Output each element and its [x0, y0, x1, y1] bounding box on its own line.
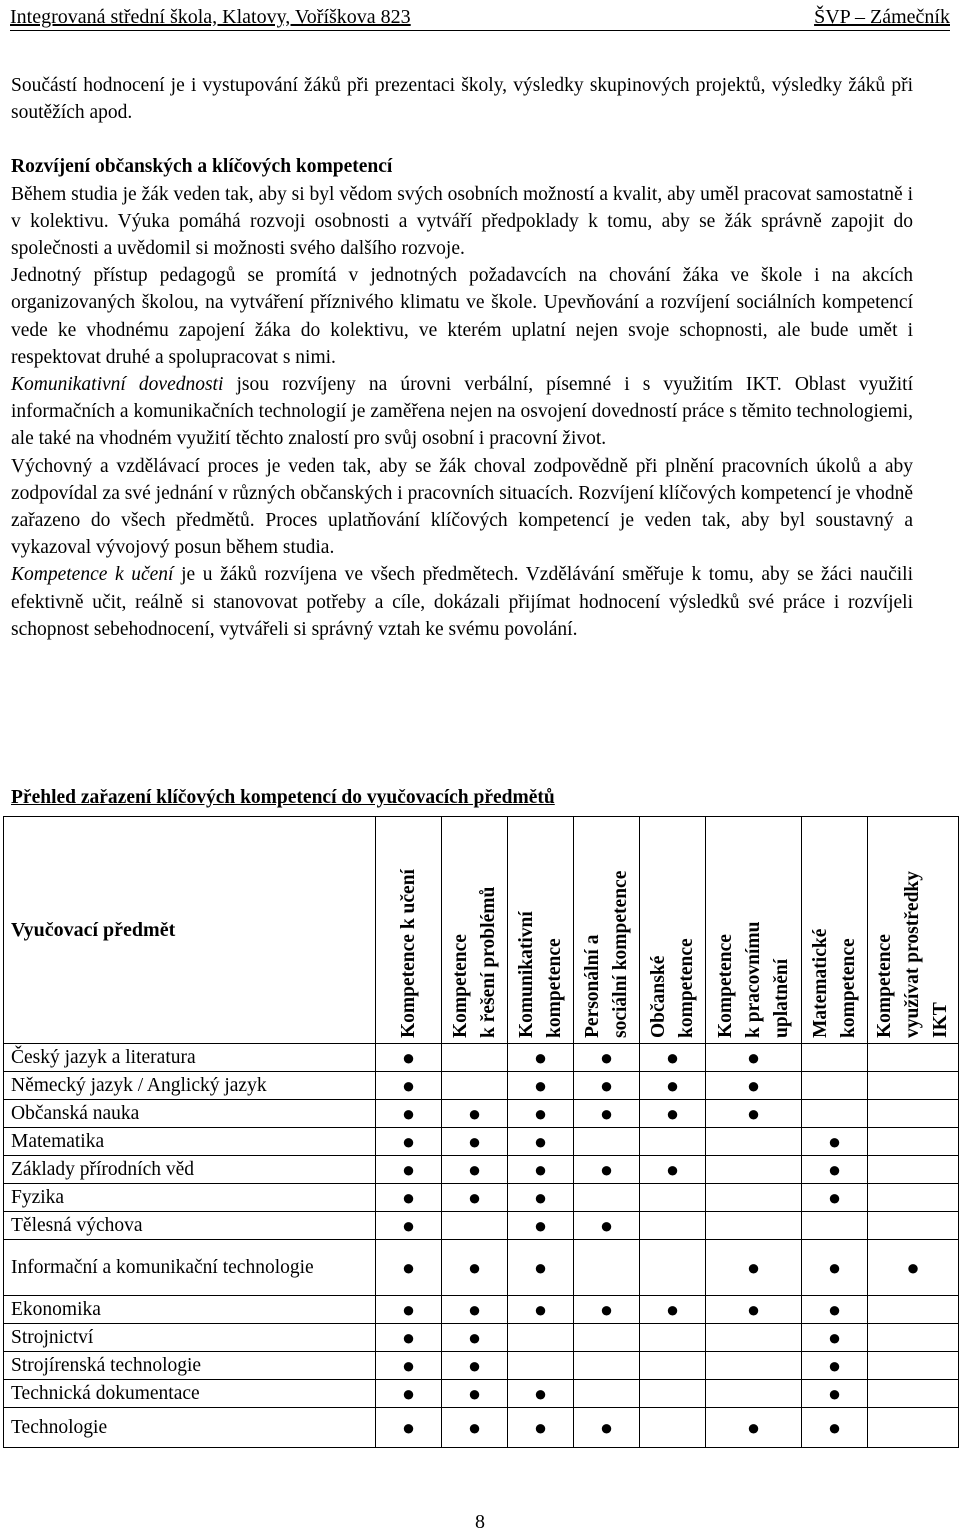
table-body — [4, 1044, 959, 1448]
competence-bullet: ● — [442, 1380, 508, 1408]
competence-bullet: ● — [574, 1100, 640, 1128]
competence-bullet: ● — [376, 1408, 442, 1448]
subject-column-header: Vyučovací předmět — [4, 817, 376, 1044]
competence-bullet: ● — [802, 1408, 868, 1448]
paragraph-learning — [11, 561, 913, 643]
subject-name: Strojnictví — [4, 1324, 376, 1352]
empty-cell — [442, 1044, 508, 1072]
competence-bullet: ● — [376, 1128, 442, 1156]
competence-bullet: ● — [376, 1184, 442, 1212]
competence-bullet: ● — [442, 1324, 508, 1352]
subject-name: Technologie — [4, 1408, 376, 1448]
empty-cell — [574, 1240, 640, 1296]
empty-cell — [706, 1184, 802, 1212]
competence-label — [712, 922, 796, 1042]
empty-cell — [574, 1324, 640, 1352]
competence-label — [513, 911, 569, 1042]
competence-bullet: ● — [376, 1352, 442, 1380]
competence-bullet: ● — [376, 1100, 442, 1128]
communication-text: jsou rozvíjeny na úrovni verbální, písemné i s využitím IKT. Oblast využití informačních a komunikačních technologií je zaměřena nejen na osvojení dovedností práce s těmito technologiemi, ale také na vhodném využití těchto znalostí pro svůj osobní i pracovní život. — [11, 374, 914, 450]
competence-label-line: kompetence — [837, 938, 859, 1038]
empty-cell — [706, 1212, 802, 1240]
subject-name: Technická dokumentace — [4, 1380, 376, 1408]
competence-bullet: ● — [376, 1324, 442, 1352]
empty-cell — [868, 1212, 959, 1240]
empty-cell — [574, 1128, 640, 1156]
subject-name: Matematika — [4, 1128, 376, 1156]
competence-label-line: Matematické — [809, 928, 831, 1038]
competence-bullet: ● — [706, 1408, 802, 1448]
paragraph-approach: Jednotný přístup pedagogů se promítá v jednotných požadavcích na chování žáka ve škole i na akcích organizovaných školou, na vytváření příznivého klimatu ve škole. Upevňování a rozvíjení sociálních kompetencí vede ke vhodnému zapojení žáka do kolektivu, ve kterém uplatní nejen svoje schopnosti, ale bude umět i respektovat druhé a spolupracovat s nimi. — [11, 265, 913, 368]
empty-cell — [640, 1240, 706, 1296]
competence-bullet: ● — [508, 1380, 574, 1408]
competence-column-header — [640, 817, 706, 1044]
competence-bullet: ● — [640, 1156, 706, 1184]
empty-cell — [706, 1128, 802, 1156]
table-row — [4, 1072, 959, 1100]
competence-bullet: ● — [802, 1296, 868, 1324]
competence-bullet: ● — [442, 1156, 508, 1184]
competence-bullet: ● — [706, 1240, 802, 1296]
competence-label-line: Personální a — [581, 934, 603, 1038]
competence-bullet: ● — [508, 1240, 574, 1296]
empty-cell — [574, 1380, 640, 1408]
competence-bullet: ● — [868, 1240, 959, 1296]
empty-cell — [868, 1352, 959, 1380]
table-row — [4, 1100, 959, 1128]
competence-bullet: ● — [640, 1296, 706, 1324]
competence-column-header — [442, 817, 508, 1044]
table-row — [4, 1044, 959, 1072]
subject-name: Tělesná výchova — [4, 1212, 376, 1240]
competence-bullet: ● — [802, 1156, 868, 1184]
competence-bullet: ● — [508, 1156, 574, 1184]
competence-bullet: ● — [508, 1184, 574, 1212]
table-row — [4, 1296, 959, 1324]
competence-label-line: Komunikativní — [515, 911, 537, 1038]
header-school-name: Integrovaná střední škola, Klatovy, Voříškova 823 — [10, 6, 411, 28]
competence-bullet: ● — [640, 1100, 706, 1128]
subject-name: Ekonomika — [4, 1296, 376, 1324]
empty-cell — [442, 1212, 508, 1240]
competence-bullet: ● — [508, 1100, 574, 1128]
competence-bullet: ● — [640, 1044, 706, 1072]
competence-label-line: kompetence — [675, 938, 697, 1038]
empty-cell — [868, 1044, 959, 1072]
paragraph-process: Výchovný a vzdělávací proces je veden tak, aby se žák choval zodpovědně při plnění pracovních úkolů a aby zodpovídal za své jednání v různých občanských i pracovních situacích. Rozvíjení klíčových kompetencí je vhodně zařazeno do všech předmětů. Proces uplatňování klíčových kompetencí je veden tak, aby byl soustavný a vykazoval vývojový posun během studia. — [11, 455, 913, 559]
competence-bullet: ● — [706, 1044, 802, 1072]
competence-label-line: Kompetence k učení — [397, 869, 419, 1038]
competence-bullet: ● — [376, 1072, 442, 1100]
table-row — [4, 1184, 959, 1212]
empty-cell — [868, 1380, 959, 1408]
empty-cell — [706, 1156, 802, 1184]
competence-bullet: ● — [376, 1240, 442, 1296]
competence-label-line: Kompetence — [449, 934, 471, 1038]
subject-name: Český jazyk a literatura — [4, 1044, 376, 1072]
page-number: 8 — [475, 1511, 485, 1533]
competence-label-line: Kompetence — [874, 934, 895, 1038]
section-heading: Rozvíjení občanských a klíčových kompetencí — [11, 156, 393, 178]
table-row — [4, 1240, 959, 1296]
competence-column-header — [802, 817, 868, 1044]
competence-table — [3, 816, 959, 1448]
learning-term: Kompetence k učení — [11, 564, 174, 586]
subject-name: Základy přírodních věd — [4, 1156, 376, 1184]
competence-column-header — [376, 817, 442, 1044]
empty-cell — [868, 1128, 959, 1156]
competence-label — [807, 929, 863, 1042]
competence-label — [871, 871, 955, 1042]
empty-cell — [706, 1324, 802, 1352]
competence-bullet: ● — [508, 1044, 574, 1072]
empty-cell — [640, 1380, 706, 1408]
competence-label-line: k řešení problémů — [477, 886, 499, 1038]
competence-bullet: ● — [574, 1408, 640, 1448]
body-text — [11, 72, 913, 643]
empty-cell — [508, 1352, 574, 1380]
competence-bullet: ● — [802, 1184, 868, 1212]
empty-cell — [706, 1380, 802, 1408]
competence-bullet: ● — [442, 1408, 508, 1448]
competence-bullet: ● — [574, 1212, 640, 1240]
empty-cell — [802, 1100, 868, 1128]
competence-column-header — [868, 817, 959, 1044]
competence-bullet: ● — [508, 1212, 574, 1240]
competence-label-line: k pracovnímu — [742, 921, 764, 1038]
empty-cell — [640, 1128, 706, 1156]
empty-cell — [640, 1184, 706, 1212]
competence-label — [645, 938, 701, 1042]
learning-text: je u žáků rozvíjena ve všech předmětech. Vzdělávání směřuje k tomu, aby se žáci naučili efektivně učit, reálně si stanovovat potřeby a cíle, dokázali přijímat hodnocení výsledků své práce i rozvíjeli schopnost sebehodnocení, vytvářeli si správný vztah ke svému povolání. — [11, 564, 913, 640]
table-row — [4, 1156, 959, 1184]
competence-label-line: kompetence — [543, 938, 565, 1038]
competence-label-line: uplatnění — [770, 958, 792, 1038]
subject-name: Německý jazyk / Anglický jazyk — [4, 1072, 376, 1100]
empty-cell — [868, 1324, 959, 1352]
competence-bullet: ● — [640, 1072, 706, 1100]
empty-cell — [508, 1324, 574, 1352]
competence-bullet: ● — [574, 1072, 640, 1100]
competence-label-line: IKT — [930, 1002, 951, 1038]
competence-column-header — [706, 817, 802, 1044]
empty-cell — [574, 1184, 640, 1212]
empty-cell — [640, 1324, 706, 1352]
competence-label-line: využívat prostředky — [902, 870, 923, 1038]
competence-bullet: ● — [508, 1296, 574, 1324]
competence-bullet: ● — [442, 1352, 508, 1380]
competence-bullet: ● — [442, 1128, 508, 1156]
empty-cell — [706, 1352, 802, 1380]
subject-name: Fyzika — [4, 1184, 376, 1212]
competence-bullet: ● — [508, 1408, 574, 1448]
competence-bullet: ● — [802, 1240, 868, 1296]
empty-cell — [802, 1212, 868, 1240]
competence-label — [447, 887, 503, 1042]
table-row — [4, 1324, 959, 1352]
paragraph-communication — [11, 371, 913, 453]
competence-bullet: ● — [802, 1324, 868, 1352]
competence-column-header — [574, 817, 640, 1044]
competence-bullet: ● — [706, 1296, 802, 1324]
subject-name: Informační a komunikační technologie — [4, 1240, 376, 1296]
competence-bullet: ● — [376, 1380, 442, 1408]
competence-bullet: ● — [574, 1296, 640, 1324]
competence-bullet: ● — [376, 1044, 442, 1072]
competence-label-line: Kompetence — [714, 934, 736, 1038]
empty-cell — [574, 1352, 640, 1380]
table-row — [4, 1408, 959, 1448]
table-row — [4, 1212, 959, 1240]
empty-cell — [868, 1408, 959, 1448]
competence-bullet: ● — [508, 1128, 574, 1156]
empty-cell — [802, 1072, 868, 1100]
competence-bullet: ● — [442, 1100, 508, 1128]
competence-bullet: ● — [706, 1072, 802, 1100]
competence-label-line: sociální kompetence — [609, 870, 631, 1038]
empty-cell — [868, 1100, 959, 1128]
competence-bullet: ● — [802, 1352, 868, 1380]
page-header — [10, 4, 950, 31]
subject-name: Strojírenská technologie — [4, 1352, 376, 1380]
empty-cell — [802, 1044, 868, 1072]
competence-bullet: ● — [376, 1296, 442, 1324]
competence-bullet: ● — [802, 1380, 868, 1408]
table-title: Přehled zařazení klíčových kompetencí do vyučovacích předmětů — [11, 787, 555, 808]
paragraph-evaluation: Součástí hodnocení je i vystupování žáků při prezentaci školy, výsledky skupinových projektů, výsledky žáků při soutěžích apod. — [11, 75, 913, 124]
competence-bullet: ● — [574, 1044, 640, 1072]
table-row — [4, 1128, 959, 1156]
empty-cell — [868, 1072, 959, 1100]
communication-term: Komunikativní dovednosti — [11, 374, 224, 396]
competence-bullet: ● — [574, 1156, 640, 1184]
table-header-row — [4, 817, 959, 1044]
competence-label — [579, 871, 635, 1042]
empty-cell — [640, 1352, 706, 1380]
competence-label — [395, 869, 423, 1042]
paragraph-study: Během studia je žák veden tak, aby si byl vědom svých osobních možností a kvalit, aby uměl pracovat samostatně i v kolektivu. Výuka pomáhá rozvoji osobnosti a vytváří předpoklady k tomu, aby se žák správně zapojit do společnosti a uvědomil si možnosti svého dalšího rozvoje. — [11, 183, 913, 260]
empty-cell — [640, 1212, 706, 1240]
empty-cell — [640, 1408, 706, 1448]
empty-cell — [868, 1296, 959, 1324]
competence-label-line: Občanské — [647, 955, 669, 1038]
competence-bullet: ● — [376, 1212, 442, 1240]
competence-bullet: ● — [442, 1296, 508, 1324]
subject-name: Občanská nauka — [4, 1100, 376, 1128]
competence-bullet: ● — [706, 1100, 802, 1128]
table-row — [4, 1352, 959, 1380]
empty-cell — [868, 1184, 959, 1212]
empty-cell — [868, 1156, 959, 1184]
competence-bullet: ● — [442, 1184, 508, 1212]
competence-bullet: ● — [442, 1240, 508, 1296]
competence-bullet: ● — [376, 1156, 442, 1184]
competence-bullet: ● — [508, 1072, 574, 1100]
empty-cell — [442, 1072, 508, 1100]
competence-bullet: ● — [802, 1128, 868, 1156]
table-row — [4, 1380, 959, 1408]
competence-column-header — [508, 817, 574, 1044]
header-document-name: ŠVP – Zámečník — [814, 6, 950, 28]
